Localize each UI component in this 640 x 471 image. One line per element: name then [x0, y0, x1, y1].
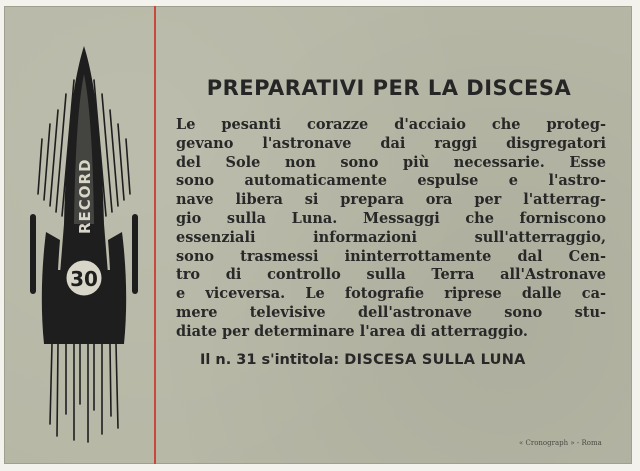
body-line: mere televisive dell'astronave sono stu-: [176, 303, 606, 321]
body-line: nave libera si prepara ora per l'atterrag-: [176, 191, 606, 209]
next-episode-prefix: Il n. 31 s'intitola:: [200, 352, 340, 368]
body-line: essenziali informazioni sull'atterraggio,: [176, 228, 606, 246]
body-line: Le pesanti corazze d'acciaio che proteg-: [176, 116, 606, 133]
body-line: tro di controllo sulla Terra all'Astronave: [176, 266, 606, 284]
publisher-credit: « Cronograph » - Roma: [519, 439, 602, 447]
next-episode-line: [200, 352, 610, 368]
card-body-text: [176, 116, 606, 342]
logo-number: 30: [70, 267, 98, 291]
body-line: gio sulla Luna. Messaggi che forniscono: [176, 209, 606, 227]
body-line: diate per determinare l'area di atterraggio.: [176, 322, 528, 340]
card-title: PREPARATIVI PER LA DISCESA: [206, 76, 572, 100]
body-line: e viceversa. Le fotografie riprese dalle ca-: [176, 285, 606, 303]
vertical-red-rule: [154, 6, 156, 464]
rocket-icon: [22, 44, 146, 444]
body-line: gevano l'astronave dai raggi disgregatori: [176, 134, 606, 152]
next-episode-title: DISCESA SULLA LUNA: [344, 352, 526, 368]
body-line: sono trasmessi ininterrottamente dal Cen-: [176, 247, 606, 265]
body-line: del Sole non sono più necessarie. Esse: [176, 153, 606, 171]
trading-card: [4, 6, 632, 464]
logo-brand: RECORD: [76, 158, 94, 234]
body-line: sono automaticamente espulse e l'astro-: [176, 172, 606, 190]
